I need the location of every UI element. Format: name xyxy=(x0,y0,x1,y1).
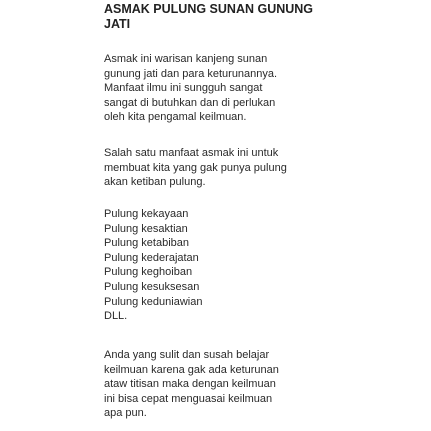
document xyxy=(104,0,334,420)
paragraph-line: ini bisa cepat menguasai keilmuan xyxy=(104,392,273,405)
paragraph-closing xyxy=(104,348,279,421)
title-line: JATI xyxy=(104,17,131,31)
paragraph-intro xyxy=(104,52,277,125)
paragraph-line: oleh kita pengamal keilmuan. xyxy=(104,111,247,124)
list-item: Pulung kekayaan xyxy=(104,208,189,220)
paragraph-line: apa pun. xyxy=(104,407,147,420)
list-item: Pulung kesaktian xyxy=(104,222,188,235)
pulung-list xyxy=(104,207,202,324)
paragraph-line: sangat di butuhkan dan di perlukan xyxy=(104,96,276,109)
paragraph-benefit xyxy=(104,146,287,190)
paragraph-line: Anda yang sulit dan susah belajar xyxy=(104,349,270,361)
paragraph-line: Manfaat ilmu ini sungguh sangat xyxy=(104,82,263,95)
paragraph-line: keilmuan karena gak ada keturunan xyxy=(104,363,279,376)
paragraph-line: Asmak ini warisan kanjeng sunan xyxy=(104,53,268,65)
list-item: Pulung kesuksesan xyxy=(104,280,200,293)
paragraph-line: ataw titisan maka dengan keilmuan xyxy=(104,378,276,391)
list-item: Pulung keduniawian xyxy=(104,295,203,308)
list-item: Pulung kederajatan xyxy=(104,251,199,264)
list-item: Pulung keghoiban xyxy=(104,266,193,279)
paragraph-line: akan ketiban pulung. xyxy=(104,176,206,189)
list-item: Pulung ketabiban xyxy=(104,237,190,250)
paragraph-line: membuat kita yang gak punya pulung xyxy=(104,161,287,174)
title-line: ASMAK PULUNG SUNAN GUNUNG xyxy=(104,2,314,16)
paragraph-line: Salah satu manfaat asmak ini untuk xyxy=(104,147,279,159)
list-item: DLL. xyxy=(104,310,128,323)
paragraph-line: gunung jati dan para keturunannya. xyxy=(104,67,278,80)
document-title xyxy=(104,2,334,32)
